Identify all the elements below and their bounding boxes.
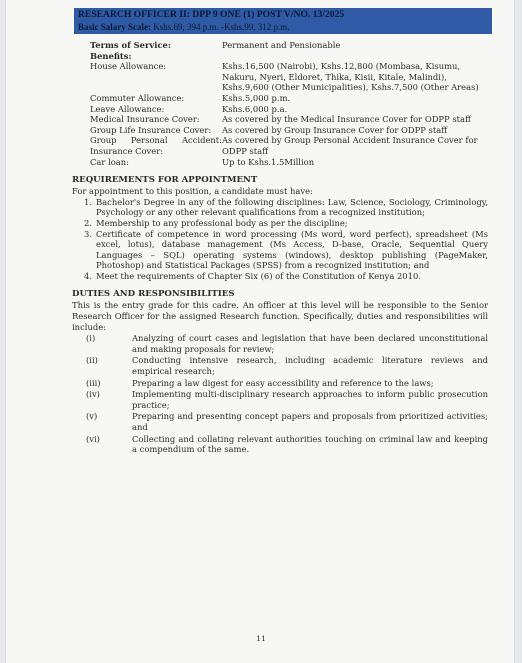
list-item — [72, 271, 488, 282]
item-text: Implementing multi-disciplinary research approaches to inform public prosecution practice; — [132, 389, 488, 410]
benefits-label: Benefits: — [90, 50, 132, 61]
item-number: 2. — [84, 217, 92, 228]
item-text: Preparing a law digest for easy accessibility and reference to the laws; — [132, 377, 434, 388]
benefit-label: Group Personal Accident: Insurance Cover: — [90, 135, 222, 156]
item-text: Membership to any professional body as per the discipline; — [96, 217, 348, 228]
benefit-value: As covered by Group Personal Accident Insurance Cover for ODPP staff — [222, 135, 478, 156]
item-number: (iv) — [86, 389, 100, 400]
salary-line — [78, 21, 488, 33]
document-content — [72, 40, 488, 455]
list-item — [72, 218, 488, 229]
item-number: (iii) — [86, 377, 101, 388]
list-item — [72, 333, 488, 354]
benefit-value: Kshs.16,500 (Nairobi), Kshs.12,800 (Mombasa, Kisumu, Nakuru, Nyeri, Eldoret, Thika, Kisii, Kitale, Malindi), Kshs.9,600 (Other Municipalities), Kshs.7,500 (Other Areas) — [222, 61, 479, 93]
requirements-intro: For appointment to this position, a candidate must have: — [72, 186, 313, 197]
benefit-value: Up to Kshs.1.5Million — [222, 156, 315, 167]
terms-table — [72, 40, 488, 167]
duties-heading: DUTIES AND RESPONSIBILITIES — [72, 289, 235, 300]
list-item — [72, 229, 488, 271]
terms-label: Terms of Service: — [90, 40, 171, 50]
benefit-label: House Allowance: — [90, 61, 167, 72]
list-item — [72, 197, 488, 218]
item-number: 4. — [84, 270, 92, 281]
benefit-label: Commuter Allowance: — [90, 92, 185, 103]
benefit-value: Kshs.5,000 p.m. — [222, 92, 291, 103]
requirements-list — [72, 197, 488, 282]
benefit-label: Group Life Insurance Cover: — [90, 124, 212, 135]
page-number: 11 — [256, 634, 266, 643]
benefit-label: Leave Allowance: — [90, 103, 165, 114]
salary-value: Kshs.69, 394 p.m. -Kshs.99, 312 p.m. — [153, 22, 290, 32]
benefit-label: Medical Insurance Cover: — [90, 114, 200, 125]
item-text: Conducting intensive research, including academic literature reviews and empirical research; — [132, 355, 488, 377]
item-text: Collecting and collating relevant authorities touching on criminal law and keeping a compendium of the same. — [132, 433, 488, 455]
item-number: 1. — [84, 196, 92, 207]
requirements-heading: REQUIREMENTS FOR APPOINTMENT — [72, 175, 258, 186]
benefit-label: Car loan: — [90, 156, 129, 167]
position-banner — [74, 8, 492, 34]
item-text: Preparing and presenting concept papers and proposals from prioritized activities; and — [132, 411, 488, 432]
salary-label: Basic Salary Scale: — [78, 22, 151, 32]
item-number: 3. — [84, 228, 92, 239]
duties-list — [72, 333, 488, 455]
list-item — [72, 355, 488, 376]
item-number: (vi) — [86, 433, 100, 444]
item-text: Certificate of competence in word processing (Ms word, word perfect), spreadsheet (Ms excel, lotus), database management (Ms Access, D-base, Oracle, Sequential Query Languages – SQL) operating systems (windows), desktop publishing (PageMaker, Photoshop) and Statistical Packages (SPSS) from a recognized institution; and — [96, 228, 488, 271]
item-number: (v) — [86, 411, 98, 422]
list-item — [72, 378, 488, 389]
list-item — [72, 389, 488, 410]
item-number: (ii) — [86, 355, 98, 366]
benefit-value: As covered by Group Insurance Cover for ODPP staff — [222, 124, 448, 135]
item-text: Analyzing of court cases and legislation that have been declared unconstitutional and making proposals for review; — [132, 333, 488, 354]
benefit-value: Kshs.6,000 p.a. — [222, 103, 288, 114]
duties-intro: This is the entry grade for this cadre. An officer at this level will be responsible to the Senior Research Officer for the assigned Research function. Specifically, duties and responsibilities will include: — [72, 300, 488, 332]
item-number: (i) — [86, 333, 96, 344]
benefit-value: As covered by the Medical Insurance Cover for ODPP staff — [222, 114, 471, 125]
list-item — [72, 411, 488, 432]
item-text: Meet the requirements of Chapter Six (6) of the Constitution of Kenya 2010. — [96, 270, 421, 281]
position-title: RESEARCH OFFICER II: DPP 9 ONE (1) POST V/NO. 13/2025 — [78, 9, 345, 20]
terms-value: Permanent and Pensionable — [222, 40, 341, 50]
list-item — [72, 434, 488, 455]
item-text: Bachelor's Degree in any of the following disciplines: Law, Science, Sociology, Criminology, Psychology or any other relevant qualifications from a recognized institution; — [96, 196, 488, 218]
